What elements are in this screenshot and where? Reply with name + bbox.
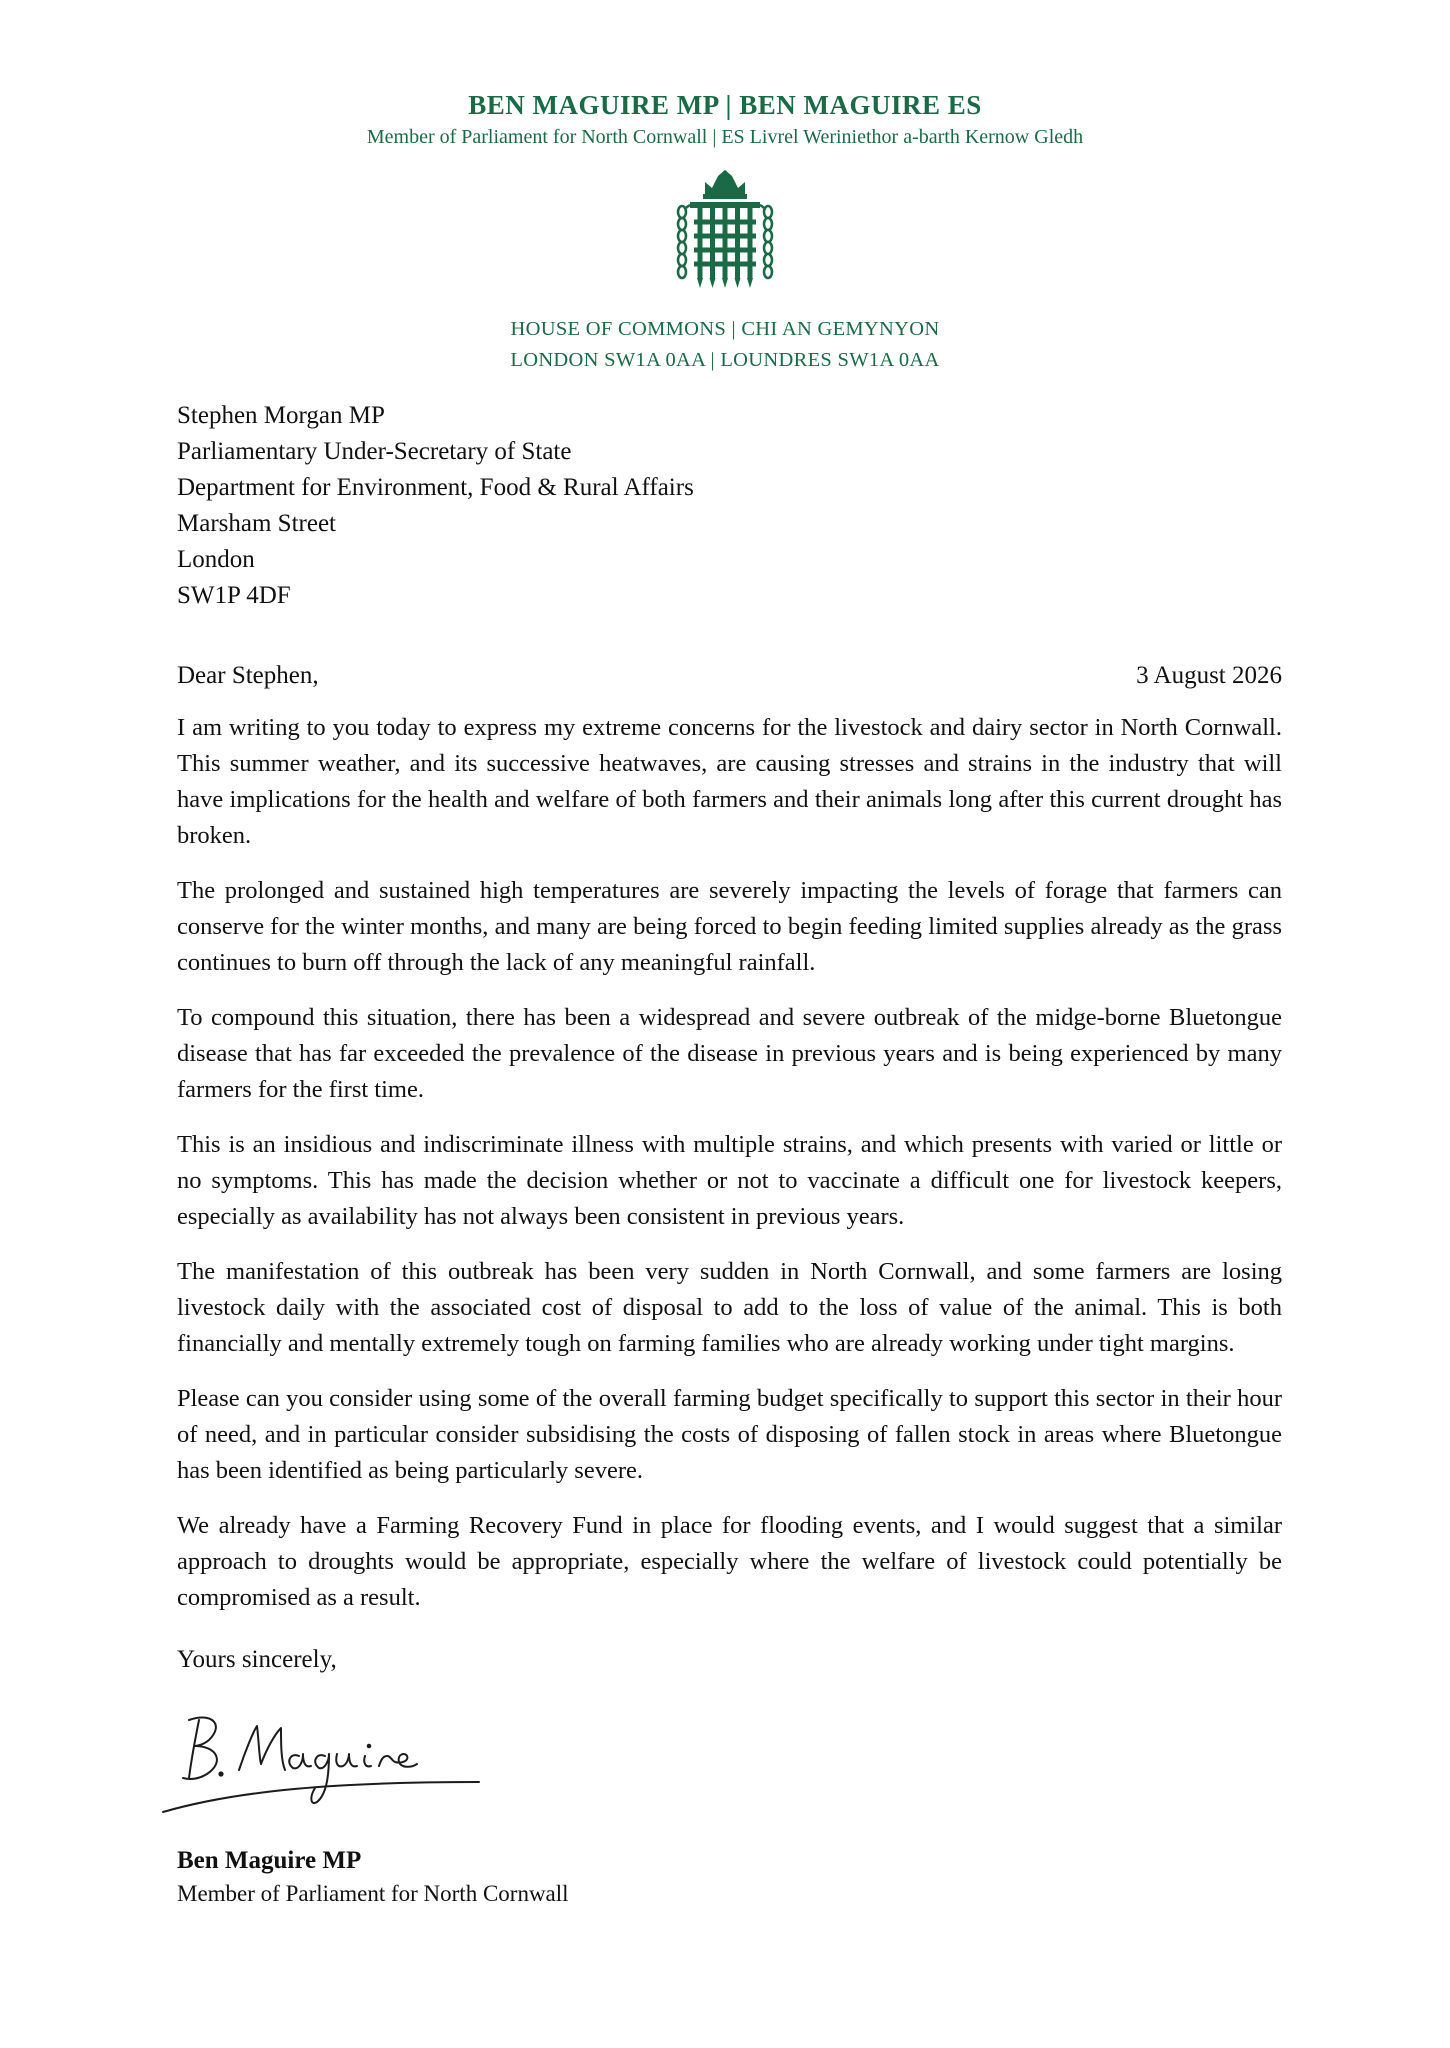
letterhead [0, 88, 1450, 376]
letter-body [177, 710, 1282, 1616]
recipient-line: Marsham Street [177, 510, 336, 537]
body-paragraph: The manifestation of this outbreak has been very sudden in North Cornwall, and some farmers are losing livestock daily with the associated cost of disposal to add to the loss of value of the animal. This is both financially and mentally extremely tough on farming families who are already working under tight margins. [177, 1258, 1282, 1357]
signer-title: Member of Parliament for North Cornwall [177, 1881, 569, 1906]
letterhead-address: LONDON SW1A 0AA | LOUNDRES SW1A 0AA [510, 349, 940, 371]
salutation-row [177, 658, 1282, 694]
recipient-address [177, 398, 1282, 614]
recipient-line: SW1P 4DF [177, 582, 291, 609]
recipient-line: Stephen Morgan MP [177, 402, 385, 429]
letter-date: 3 August 2026 [1136, 662, 1282, 689]
portcullis-icon [670, 170, 780, 290]
body-paragraph: This is an insidious and indiscriminate illness with multiple strains, and which presents with varied or little or no symptoms. This has made the decision whether or not to vaccinate a difficult one for livestock keepers, especially as availability has not always been consistent in previous years. [177, 1131, 1282, 1230]
body-paragraph: The prolonged and sustained high temperatures are severely impacting the levels of forage that farmers can conserve for the winter months, and many are being forced to begin feeding limited supplies already as the grass continues to burn off through the lack of any meaningful rainfall. [177, 877, 1282, 976]
recipient-line: London [177, 546, 255, 573]
letterhead-subtitle: Member of Parliament for North Cornwall | ES Livrel Weriniethor a-barth Kernow Gledh [366, 126, 1084, 148]
closing: Yours sincerely, [177, 1646, 337, 1673]
letter-content [177, 398, 1282, 1910]
recipient-line: Department for Environment, Food & Rural Affairs [177, 474, 694, 501]
letterhead-house-block [0, 314, 1450, 376]
body-paragraph: We already have a Farming Recovery Fund in place for flooding events, and I would suggest that a similar approach to droughts would be appropriate, especially where the welfare of livestock could potentially be compromised as a result. [177, 1512, 1282, 1611]
signer-name: Ben Maguire MP [177, 1847, 362, 1874]
signature-image [159, 1712, 499, 1822]
body-paragraph: Please can you consider using some of the overall farming budget specifically to support this sector in their hour of need, and in particular consider subsidising the costs of disposing of fallen stock in areas where Bluetongue has been identified as being particularly severe. [177, 1385, 1282, 1484]
body-paragraph: I am writing to you today to express my extreme concerns for the livestock and dairy sector in North Cornwall. This summer weather, and its successive heatwaves, are causing stresses and strains in the industry that will have implications for the health and welfare of both farmers and their animals long after this current drought has broken. [177, 714, 1282, 849]
body-paragraph: To compound this situation, there has been a widespread and severe outbreak of the midge-borne Bluetongue disease that has far exceeded the prevalence of the disease in previous years and is being experienced by many farmers for the first time. [177, 1004, 1282, 1103]
letterhead-name: BEN MAGUIRE MP | BEN MAGUIRE ES [468, 90, 982, 120]
salutation: Dear Stephen, [177, 662, 319, 689]
recipient-line: Parliamentary Under-Secretary of State [177, 438, 572, 465]
letterhead-house: HOUSE OF COMMONS | CHI AN GEMYNYON [510, 318, 940, 340]
